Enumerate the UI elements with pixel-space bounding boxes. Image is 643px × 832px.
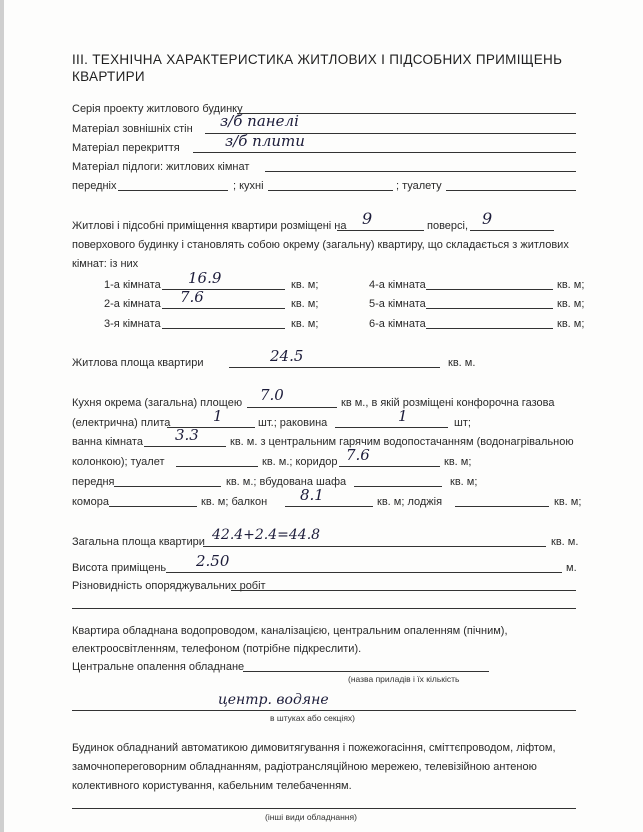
line-storage[interactable] [109, 506, 197, 507]
line-central-heating[interactable] [243, 671, 489, 672]
scan-edge [0, 0, 4, 832]
label-room5: 5-а кімната [369, 298, 426, 310]
unit-room5: кв. м; [557, 298, 585, 310]
label-kitchen-tail: кв м., в якій розміщені конфорочна газова [341, 397, 555, 409]
label-rooms-of: кімнат: із них [72, 258, 139, 270]
line-finishing[interactable] [231, 590, 576, 591]
label-central-heating: Центральне опалення обладнане [72, 661, 245, 673]
label-living-area: Житлова площа квартири [72, 357, 204, 369]
line-ceiling[interactable] [193, 152, 576, 153]
label-floor: Матеріал підлоги: житлових кімнат [72, 161, 250, 173]
unit-corridor: кв. м; [444, 456, 472, 468]
label-hallway: передня [72, 476, 115, 488]
line-hall[interactable] [118, 190, 228, 191]
value-stove: 1 [213, 407, 223, 425]
label-room2: 2-а кімната [104, 298, 161, 310]
line-hallway[interactable] [114, 486, 221, 487]
label-kitchen-area: Кухня окрема (загальна) площею [72, 397, 243, 409]
label-building-desc: поверхового будинку і становлять собою окрему (загальну) квартиру, що складається з житлових [72, 239, 569, 251]
section-title-line2: КВАРТИРИ [72, 69, 145, 84]
label-balcony: кв. м; балкон [201, 496, 268, 508]
line-kitchens[interactable] [268, 190, 393, 191]
unit-room1: кв. м; [291, 279, 319, 291]
label-room6: 6-а кімната [369, 318, 426, 330]
label-toilet: ; туалету [396, 180, 442, 192]
line-room5[interactable] [426, 308, 553, 309]
note-sections: в штуках або секціях) [270, 713, 355, 723]
label-hall: передніх [72, 180, 117, 192]
line-floors-total[interactable] [470, 230, 554, 231]
value-total-area: 42.4+2.4=44.8 [212, 527, 321, 543]
line-other-equipment[interactable] [72, 808, 576, 809]
line-toilet-area[interactable] [176, 466, 258, 467]
label-room1: 1-а кімната [104, 279, 161, 291]
line-sink[interactable] [335, 427, 448, 428]
line-heating-device[interactable] [72, 710, 576, 711]
label-series: Серія проекту житлового будинку [72, 103, 243, 115]
line-loggia[interactable] [455, 506, 549, 507]
unit-built-in: кв. м; [450, 476, 478, 488]
label-finishing: Різновидність опоряджувальних робіт [72, 580, 266, 592]
unit-loggia: кв. м; [554, 496, 582, 508]
label-corridor: кв. м.; коридор [262, 456, 338, 468]
unit-room2: кв. м; [291, 298, 319, 310]
line-room2[interactable] [162, 308, 285, 309]
line-finishing-2[interactable] [72, 608, 576, 609]
label-pcs: шт; [454, 417, 471, 429]
unit-room3: кв. м; [291, 318, 319, 330]
value-walls: з/б панелі [220, 112, 299, 130]
label-pcs-sink: шт.; раковина [258, 417, 328, 429]
label-bath-tail: кв. м. з центральним гарячим водопостачанням (водонагрівальною [230, 436, 574, 448]
note-other-equipment: (інші види обладнання) [265, 812, 357, 822]
label-placed-on: Житлові і підсобні приміщення квартири розміщені на [72, 220, 347, 232]
line-toilet[interactable] [446, 190, 576, 191]
label-bath: ванна кімната [72, 436, 143, 448]
label-room3: 3-я кімната [104, 318, 161, 330]
label-column-toilet: колонкою); туалет [72, 456, 165, 468]
value-bath: 3.3 [175, 426, 199, 444]
text-equipped-2: електроосвітленням, телефоном (потрібне підкреслити). [72, 643, 362, 655]
value-height: 2.50 [196, 552, 230, 570]
label-kitchens: ; кухні [233, 180, 264, 192]
line-balcony[interactable] [285, 506, 373, 507]
line-corridor[interactable] [339, 466, 440, 467]
label-storage: комора [72, 496, 109, 508]
value-kitchen-area: 7.0 [260, 386, 284, 404]
value-sink: 1 [398, 407, 408, 425]
unit-room6: кв. м; [557, 318, 585, 330]
text-house-2: замочнопереговорним обладнанням, радіотрансляційною мережею, телевізійною антеною [72, 761, 537, 773]
unit-total-area: кв. м. [551, 536, 579, 548]
line-floor-rooms[interactable] [265, 171, 576, 172]
line-room3[interactable] [162, 328, 285, 329]
label-built-in: кв. м.; вбудована шафа [226, 476, 347, 488]
value-living-area: 24.5 [270, 347, 304, 365]
line-height[interactable] [166, 572, 562, 573]
value-floor-num: 9 [362, 209, 373, 228]
value-balcony: 8.1 [300, 486, 324, 504]
value-ceiling: з/б плити [225, 132, 305, 150]
line-bath[interactable] [144, 446, 226, 447]
value-corridor: 7.6 [346, 446, 370, 464]
line-room6[interactable] [426, 328, 553, 329]
label-room4: 4-а кімната [369, 279, 426, 291]
label-ceiling: Матеріал перекриття [72, 142, 180, 154]
text-house-1: Будинок обладнаний автоматикою димовитягування і пожежогасіння, сміттєпроводом, ліфтом, [72, 742, 556, 754]
text-equipped-1: Квартира обладнана водопроводом, каналізацією, центральним опаленням (пічним), [72, 625, 508, 637]
line-living-area[interactable] [229, 367, 440, 368]
label-height: Висота приміщень [72, 562, 167, 574]
line-kitchen-area[interactable] [247, 407, 337, 408]
value-room2: 7.6 [180, 288, 204, 306]
value-floors-total: 9 [482, 209, 493, 228]
line-room4[interactable] [426, 289, 553, 290]
line-built-in[interactable] [354, 486, 442, 487]
label-loggia: кв. м; лоджія [377, 496, 443, 508]
unit-room4: кв. м; [557, 279, 585, 291]
note-devices: (назва приладів і їх кількість [348, 674, 460, 684]
line-total-area[interactable] [203, 546, 546, 547]
unit-living-area: кв. м. [448, 357, 476, 369]
value-room1: 16.9 [188, 269, 222, 287]
line-floor-num[interactable] [337, 230, 424, 231]
unit-height: м. [566, 562, 577, 574]
label-stove: (електрична) плита [72, 417, 171, 429]
label-floor-word: поверсі, [427, 220, 469, 232]
label-walls: Матеріал зовнішніх стін [72, 123, 193, 135]
text-house-3: колективного користування, кабельним телебаченням. [72, 780, 352, 792]
label-total-area: Загальна площа квартири [72, 536, 205, 548]
value-heating-device: центр. водяне [218, 692, 329, 708]
section-title: ІІІ. ТЕХНІЧНА ХАРАКТЕРИСТИКА ЖИТЛОВИХ І ПІДСОБНИХ ПРИМІЩЕНЬ [72, 52, 563, 67]
